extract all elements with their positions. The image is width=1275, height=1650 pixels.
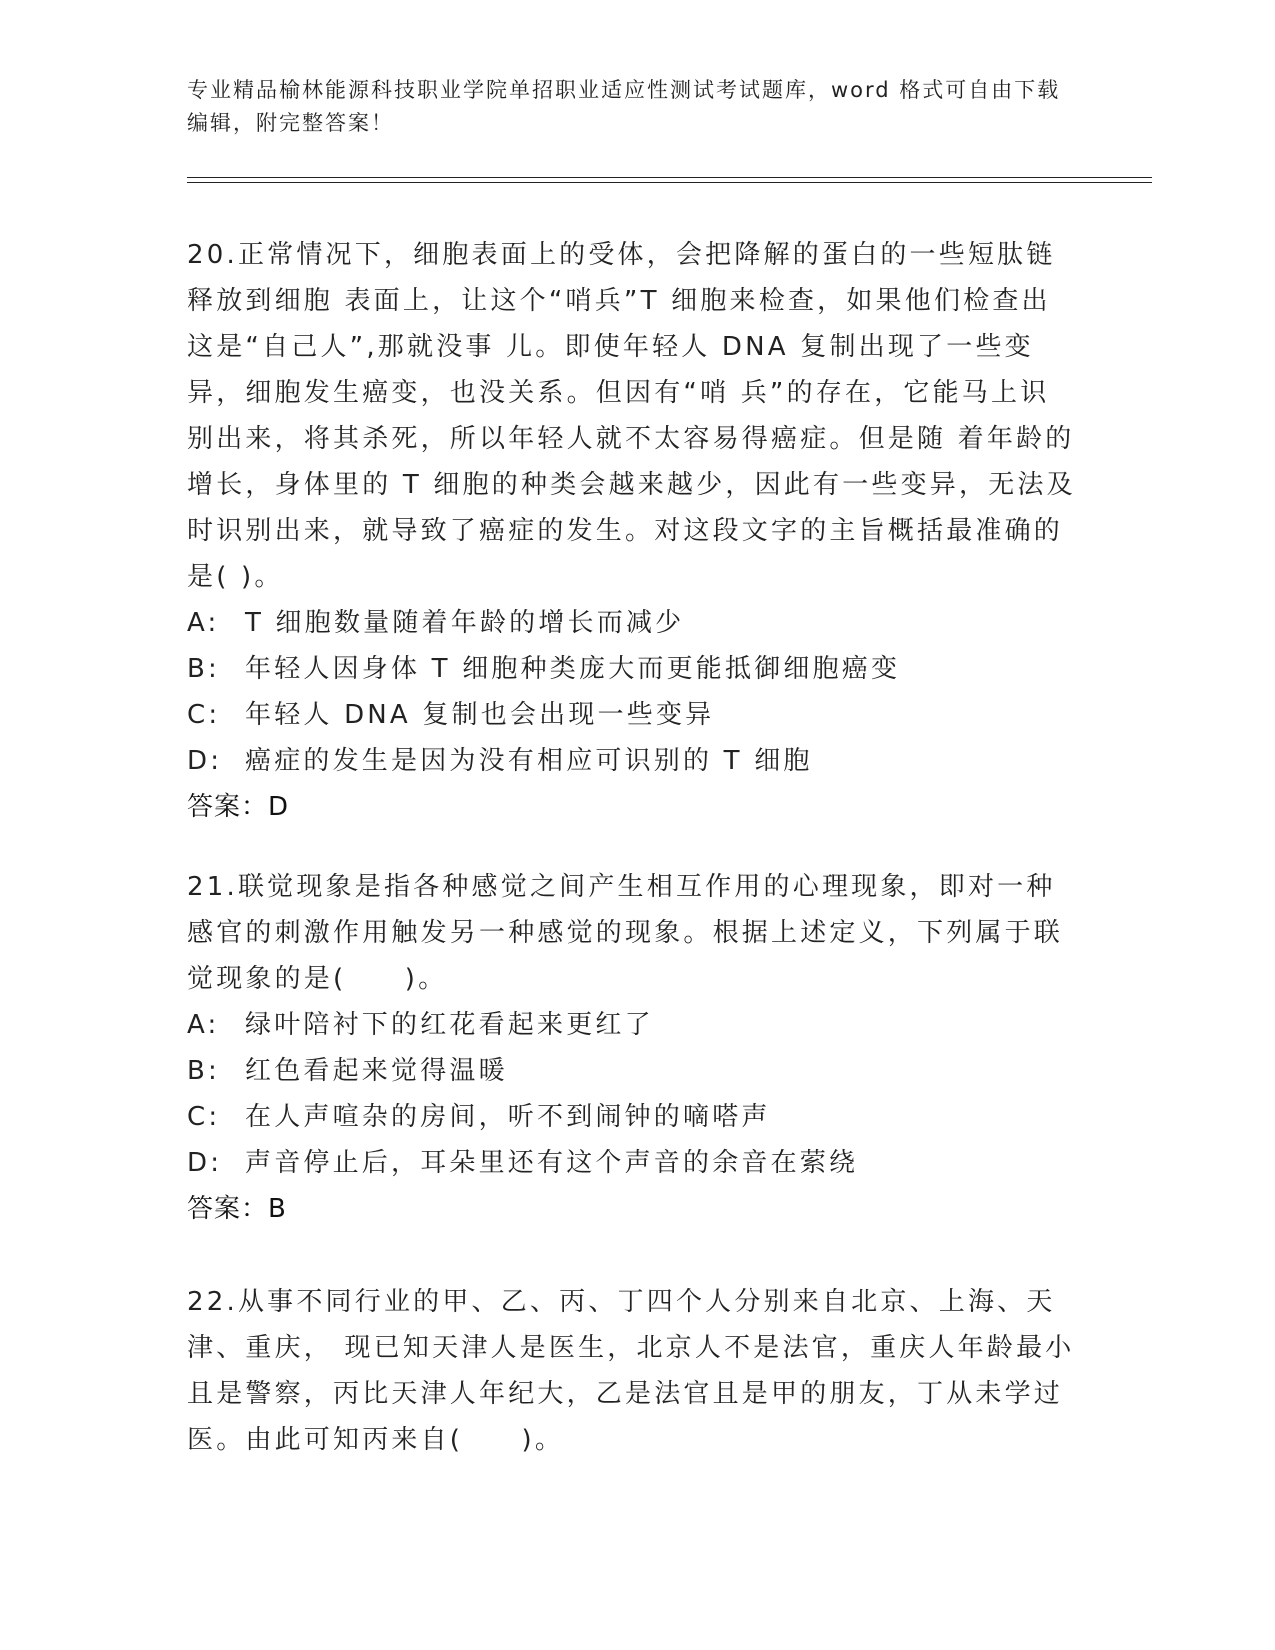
option-text: 年轻人因身体 T 细胞种类庞大而更能抵御细胞癌变	[245, 654, 901, 684]
option-d	[187, 1140, 1077, 1186]
option-c	[187, 1094, 1077, 1140]
question-22	[187, 1279, 1077, 1463]
option-letter: B:	[187, 654, 220, 684]
option-letter: D:	[187, 1148, 223, 1178]
option-d	[187, 738, 1077, 784]
option-text: 红色看起来觉得温暖	[245, 1056, 508, 1086]
question-text: 20.正常情况下，细胞表面上的受体，会把降解的蛋白的一些短肽链释放到细胞 表面上，让这个“哨兵”T 细胞来检查，如果他们检查出这是“自己人”,那就没事 儿。即使年轻人 DNA 复制出现了一些变异，细胞发生癌变，也没关系。但因有“哨 兵”的存在，它能马上识别出来，将其杀死，所以年轻人就不太容易得癌症。但是随 着年龄的增长，身体里的 T 细胞的种类会越来越少，因此有一些变异，无法及时识别出来，就导致了癌症的发生。对这段文字的主旨概括最准确的是( )。	[187, 240, 1076, 592]
question-21	[187, 864, 1077, 1232]
question-text: 21.联觉现象是指各种感觉之间产生相互作用的心理现象，即对一种感官的刺激作用触发另一种感觉的现象。根据上述定义，下列属于联觉现象的是( )。	[187, 872, 1064, 994]
option-letter: C:	[187, 700, 221, 730]
option-c	[187, 692, 1077, 738]
answer-line: 答案：B	[187, 1194, 287, 1224]
header-divider-bottom	[187, 182, 1152, 183]
option-text: 癌症的发生是因为没有相应可识别的 T 细胞	[245, 746, 813, 776]
option-list	[187, 1002, 1077, 1186]
option-a	[187, 1002, 1077, 1048]
option-text: 年轻人 DNA 复制也会出现一些变异	[245, 700, 715, 730]
answer-line: 答案：D	[187, 792, 290, 822]
header-divider-top	[187, 177, 1152, 178]
option-letter: B:	[187, 1056, 220, 1086]
page-header: 专业精品榆林能源科技职业学院单招职业适应性测试考试题库，word 格式可自由下载编辑，附完整答案！	[187, 78, 1061, 135]
option-b	[187, 1048, 1077, 1094]
option-letter: C:	[187, 1102, 221, 1132]
option-letter: D:	[187, 746, 223, 776]
option-list	[187, 600, 1077, 784]
question-20	[187, 232, 1077, 830]
option-letter: A:	[187, 1010, 220, 1040]
question-text: 22.从事不同行业的甲、乙、丙、丁四个人分别来自北京、上海、天津、重庆， 现已知天津人是医生，北京人不是法官，重庆人年龄最小且是警察，丙比天津人年纪大，乙是法官且是甲的朋友，丁从未学过医。由此可知丙来自( )。	[187, 1287, 1075, 1455]
option-text: 在人声喧杂的房间，听不到闹钟的嘀嗒声	[245, 1102, 771, 1132]
option-b	[187, 646, 1077, 692]
option-a	[187, 600, 1077, 646]
option-text: 声音停止后，耳朵里还有这个声音的余音在萦绕	[245, 1148, 859, 1178]
option-letter: A:	[187, 608, 220, 638]
option-text: 绿叶陪衬下的红花看起来更红了	[245, 1010, 654, 1040]
option-text: T 细胞数量随着年龄的增长而减少	[245, 608, 685, 638]
